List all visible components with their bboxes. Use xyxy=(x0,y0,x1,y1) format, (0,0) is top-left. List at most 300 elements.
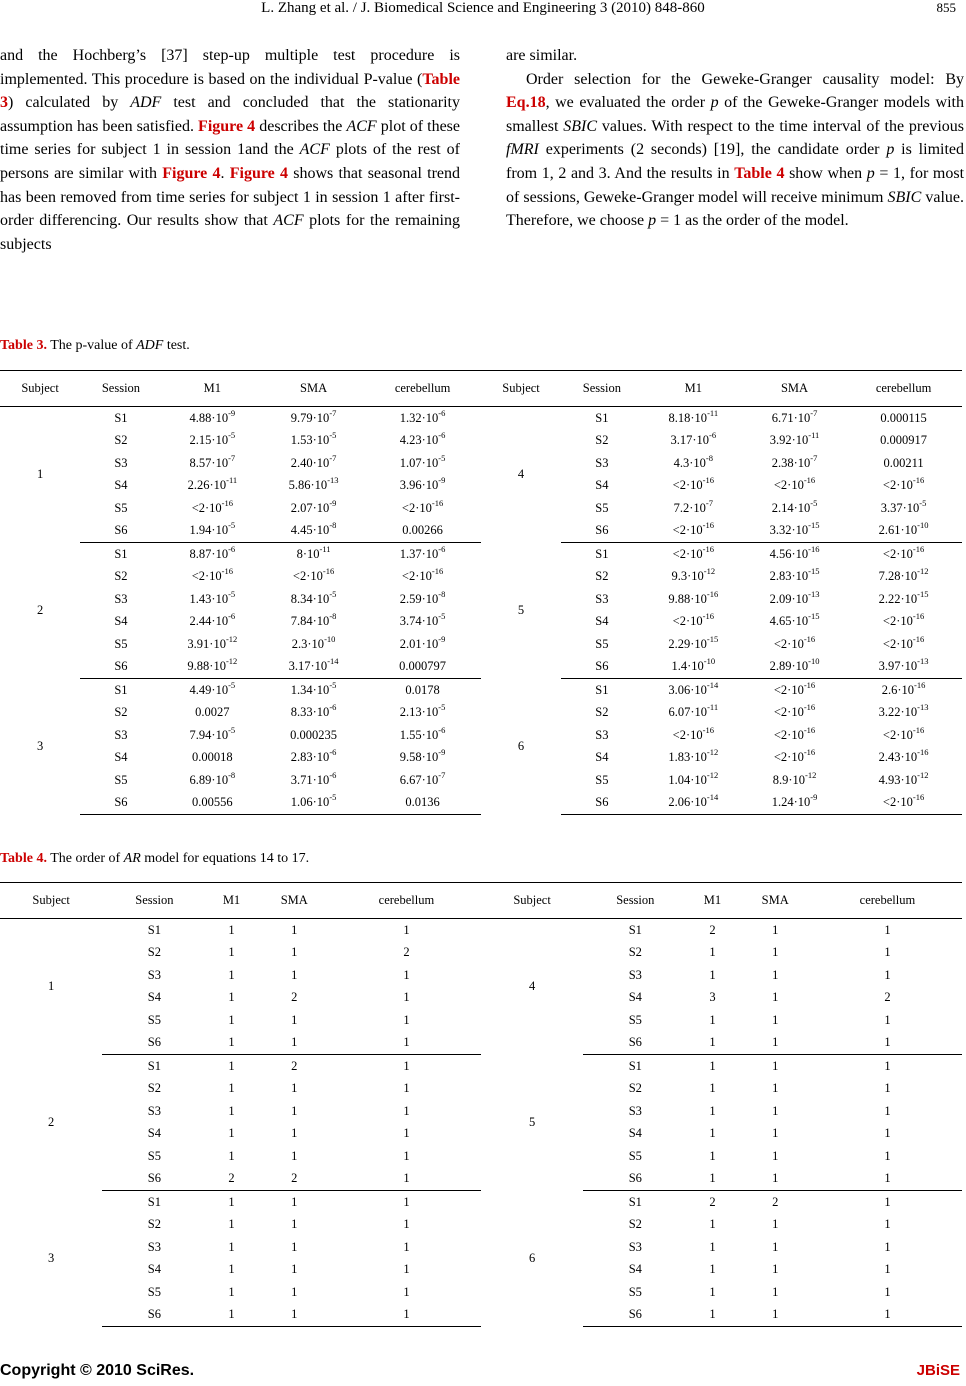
table-cell: $7.94\cdot 10^{-5}$ xyxy=(189,724,236,742)
subject-cell: 5 xyxy=(517,603,525,617)
table-cell: 1 xyxy=(228,1081,235,1096)
table-cell: 1 xyxy=(228,1148,235,1163)
table-cell: $3.97\cdot 10^{-13}$ xyxy=(845,656,962,679)
table-cell: 1 xyxy=(291,922,298,937)
table-cell: 1 xyxy=(332,1304,481,1327)
table-cell: S6 xyxy=(102,1032,206,1055)
table-cell: 1 xyxy=(228,1058,235,1073)
table-cell: S1 xyxy=(114,410,128,425)
column-header: Session xyxy=(80,371,162,407)
table-cell: S3 xyxy=(595,591,609,606)
table-cell: 1 xyxy=(813,1032,962,1055)
table-cell: $1.4\cdot 10^{-10}$ xyxy=(643,656,744,679)
table-cell: $3.96\cdot 10^{-9}$ xyxy=(399,475,446,493)
table-cell: 1 xyxy=(738,1168,813,1191)
text: and the Hochberg’s [37] step-up multiple test procedure is implemented. This procedure is based on the individual P-value ( xyxy=(0,47,460,88)
table-cell: 1 xyxy=(291,1284,298,1299)
table-cell: 0.00018 xyxy=(192,750,233,765)
table-cell: S1 xyxy=(595,410,609,425)
table-cell: 1 xyxy=(291,1262,298,1277)
table-cell: S1 xyxy=(114,682,128,697)
table-cell: $2.26\cdot 10^{-11}$ xyxy=(187,475,238,493)
table-cell: $3.22\cdot 10^{-13}$ xyxy=(878,702,929,720)
text: value. Therefore, we choose xyxy=(506,188,964,230)
table-cell: S3 xyxy=(147,1103,161,1118)
table-cell: 2 xyxy=(772,1194,779,1209)
table-cell: 1 xyxy=(709,1239,716,1254)
table-cell: $9.88\cdot 10^{-16}$ xyxy=(668,588,719,606)
table-cell: $7.2\cdot 10^{-7}$ xyxy=(673,497,713,515)
text: show when xyxy=(784,164,867,182)
table-cell: 1 xyxy=(403,1103,410,1118)
table-cell: $3.91\cdot 10^{-12}$ xyxy=(187,633,238,651)
text: SBIC xyxy=(887,188,922,206)
table-cell: 1 xyxy=(257,1304,332,1327)
subject-cell: 4 xyxy=(528,979,536,994)
table-cell: S5 xyxy=(628,1284,642,1299)
table-cell: $2.40\cdot 10^{-7}$ xyxy=(290,452,337,470)
table-row xyxy=(0,919,962,942)
table-cell: $<2\cdot 10^{-16}$ xyxy=(191,497,233,515)
table-cell: $2.89\cdot 10^{-10}$ xyxy=(744,656,845,679)
table-cell: $8.9\cdot 10^{-12}$ xyxy=(772,769,817,787)
page-number: 855 xyxy=(936,0,956,15)
paragraph xyxy=(506,68,964,233)
text: AR xyxy=(123,851,141,866)
table-cell: $<2\cdot 10^{-16}$ xyxy=(672,724,714,742)
column-header: Subject xyxy=(0,883,102,919)
table-cell: 1 xyxy=(738,1304,813,1327)
table-cell: 1 xyxy=(291,1239,298,1254)
table-cell: S5 xyxy=(595,636,609,651)
table-cell: S3 xyxy=(628,1103,642,1118)
table-cell: 1 xyxy=(206,1304,256,1327)
text: shows that seasonal trend has been removed from time series for subject 1 in session 1 after first-order differencing. Our results show that xyxy=(0,164,461,230)
table-cell: 1 xyxy=(709,1217,716,1232)
table-cell: S3 xyxy=(595,727,609,742)
table-cell: 1 xyxy=(738,1032,813,1055)
text: ADF xyxy=(130,94,162,112)
table-cell: 1 xyxy=(709,945,716,960)
subject-cell: 5 xyxy=(528,1115,536,1129)
text: . xyxy=(220,164,230,182)
table-row xyxy=(0,543,962,566)
text: ) calculated by xyxy=(8,94,131,112)
table-cell: $3.71\cdot 10^{-6}$ xyxy=(290,769,337,787)
table-cell: 1 xyxy=(884,967,891,982)
table-cell: $9.88\cdot 10^{-12}$ xyxy=(162,656,263,679)
table-cell: S2 xyxy=(595,569,609,584)
text: plot of these time series for subject 1 in session 1and the xyxy=(0,117,461,159)
caption-label: Table 4. xyxy=(0,851,47,866)
table-cell: 1 xyxy=(403,1284,410,1299)
table-cell: $2.83\cdot 10^{-6}$ xyxy=(290,747,337,765)
table-cell: $2.44\cdot 10^{-6}$ xyxy=(189,611,236,629)
table-cell: $<2\cdot 10^{-16}$ xyxy=(845,792,962,815)
table-cell: S5 xyxy=(147,1148,161,1163)
table-cell: S6 xyxy=(583,1304,687,1327)
table-cell: 1 xyxy=(709,1126,716,1141)
table-cell: S3 xyxy=(628,967,642,982)
subject-cell: 1 xyxy=(36,467,44,482)
figure-4-link[interactable]: Figure 4 xyxy=(162,164,221,182)
column-header: M1 xyxy=(687,883,737,919)
table-cell: 1 xyxy=(403,1262,410,1277)
table-cell: 2 xyxy=(291,1058,298,1073)
table-cell: $8.33\cdot 10^{-6}$ xyxy=(290,702,337,720)
table-cell: $6.71\cdot 10^{-7}$ xyxy=(771,407,818,425)
column-header: cerebellum xyxy=(364,371,481,407)
table-cell: S3 xyxy=(147,967,161,982)
column-header: cerebellum xyxy=(332,883,481,919)
text: values. With respect to the time interval of the previous xyxy=(597,117,965,135)
subject-cell: 2 xyxy=(48,1115,55,1129)
table-cell: S6 xyxy=(80,792,162,815)
table-cell: S5 xyxy=(595,772,609,787)
copyright: Copyright © 2010 SciRes. xyxy=(0,1362,195,1379)
table-cell: S3 xyxy=(114,591,128,606)
table-cell: $5.86\cdot 10^{-13}$ xyxy=(288,475,339,493)
table-cell: S5 xyxy=(595,500,609,515)
table-4-link[interactable]: Table 4 xyxy=(734,164,785,182)
journal-name: JBiSE xyxy=(916,1362,960,1379)
header-row xyxy=(0,883,962,919)
table-cell: 2 xyxy=(709,922,716,937)
table-cell: $7.84\cdot 10^{-8}$ xyxy=(290,611,337,629)
table-cell: 1 xyxy=(884,1103,891,1118)
table-cell: S6 xyxy=(561,656,643,679)
table-cell: S6 xyxy=(80,520,162,543)
table-cell: S5 xyxy=(147,1284,161,1299)
table-cell: 1 xyxy=(772,945,779,960)
table-cell: 1 xyxy=(772,1103,779,1118)
text: ACF xyxy=(299,141,330,159)
table-cell: $2.3\cdot 10^{-10}$ xyxy=(291,633,336,651)
table-cell: $4.65\cdot 10^{-15}$ xyxy=(769,611,820,629)
subject-cell: 1 xyxy=(48,979,55,994)
table-cell: S6 xyxy=(561,520,643,543)
table-cell: 1 xyxy=(228,1126,235,1141)
figure-4-link[interactable]: Figure 4 xyxy=(229,164,288,182)
table-cell: 1 xyxy=(772,990,779,1005)
table-cell: $2.38\cdot 10^{-7}$ xyxy=(771,452,818,470)
table-cell: S4 xyxy=(114,478,128,493)
table-cell: 1 xyxy=(772,1284,779,1299)
table-cell: 1 xyxy=(403,1194,410,1209)
table-cell: $7.28\cdot 10^{-12}$ xyxy=(878,566,929,584)
table-cell: S2 xyxy=(114,433,128,448)
text: SBIC xyxy=(563,117,598,135)
table-cell: 1 xyxy=(709,1148,716,1163)
table-cell: $2.6\cdot 10^{-16}$ xyxy=(881,679,926,697)
table-cell: $8.18\cdot 10^{-11}$ xyxy=(668,407,719,425)
table-cell: $1.43\cdot 10^{-5}$ xyxy=(189,588,236,606)
table-3 xyxy=(0,370,962,815)
column-header: Subject xyxy=(481,883,583,919)
table-cell: 1 xyxy=(709,1262,716,1277)
table-cell: 1 xyxy=(403,990,410,1005)
table-cell: S2 xyxy=(628,945,642,960)
table-cell: 1 xyxy=(772,1239,779,1254)
table-cell: $2.06\cdot 10^{-14}$ xyxy=(643,792,744,815)
table-cell: $2.14\cdot 10^{-5}$ xyxy=(771,497,818,515)
table-4-caption xyxy=(0,851,309,867)
table-cell: S1 xyxy=(595,682,609,697)
table-row xyxy=(0,679,962,702)
table-cell: S6 xyxy=(583,1168,687,1191)
text: test and concluded that the stationarity assumption has been satisfied. xyxy=(0,94,461,135)
table-cell: S4 xyxy=(147,1126,161,1141)
table-cell: $1.83\cdot 10^{-12}$ xyxy=(668,747,719,765)
table-cell: 1 xyxy=(228,922,235,937)
table-cell: 2 xyxy=(206,1168,256,1191)
table-4 xyxy=(0,882,962,1327)
table-cell: 0.0136 xyxy=(364,792,481,815)
figure-4-link[interactable]: Figure 4 xyxy=(198,117,256,135)
right-column xyxy=(506,44,964,233)
table-cell: 1 xyxy=(206,1032,256,1055)
table-cell: $6.07\cdot 10^{-11}$ xyxy=(668,702,719,720)
table-cell: S4 xyxy=(628,1126,642,1141)
table-cell: $1.34\cdot 10^{-5}$ xyxy=(290,679,337,697)
table-cell: $1.53\cdot 10^{-5}$ xyxy=(290,430,337,448)
text: plots of the rest of persons are similar with xyxy=(0,141,461,182)
table-cell: $2.01\cdot 10^{-9}$ xyxy=(399,633,446,651)
text: plots for the remaining subjects xyxy=(0,212,461,253)
table-cell: S1 xyxy=(595,546,609,561)
table-cell: $1.37\cdot 10^{-6}$ xyxy=(399,543,446,561)
table-cell: $9.58\cdot 10^{-9}$ xyxy=(399,747,446,765)
table-cell: S1 xyxy=(114,546,128,561)
table-cell: S5 xyxy=(114,500,128,515)
subject-cell: 4 xyxy=(517,467,525,482)
table-cell: $6.89\cdot 10^{-8}$ xyxy=(189,769,236,787)
table-cell: S2 xyxy=(595,705,609,720)
table-cell: 0.000115 xyxy=(880,410,927,425)
table-cell: $<2\cdot 10^{-16}$ xyxy=(773,475,816,493)
table-row xyxy=(0,1055,962,1078)
table-cell: 1 xyxy=(291,1012,298,1027)
subject-cell: 3 xyxy=(48,1251,55,1265)
table-cell: S4 xyxy=(628,1262,642,1277)
table-cell: $2.59\cdot 10^{-8}$ xyxy=(399,588,446,606)
text: is limited from 1, 2 and 3. And the results in xyxy=(506,141,964,182)
text: p xyxy=(710,94,719,112)
text: The order of xyxy=(46,851,124,866)
table-cell: 1 xyxy=(291,1217,298,1232)
table-cell: $2.22\cdot 10^{-15}$ xyxy=(878,588,929,606)
text: , we evaluated the order xyxy=(545,94,711,112)
table-cell: $<2\cdot 10^{-16}$ xyxy=(773,633,816,651)
column-header: Session xyxy=(561,371,643,407)
column-header: Subject xyxy=(481,371,561,407)
text: p xyxy=(886,141,895,159)
table-cell: S2 xyxy=(147,945,161,960)
subject-cell: 2 xyxy=(36,603,44,617)
table-cell: S2 xyxy=(628,1081,642,1096)
table-cell: 0.00211 xyxy=(883,455,924,470)
table-cell: $1.04\cdot 10^{-12}$ xyxy=(668,769,719,787)
table-cell: 1 xyxy=(257,1032,332,1055)
table-cell: S4 xyxy=(114,614,128,629)
table-cell: S5 xyxy=(628,1012,642,1027)
table-cell: $<2\cdot 10^{-16}$ xyxy=(773,724,816,742)
table-cell: S1 xyxy=(628,922,642,937)
table-cell: $<2\cdot 10^{-16}$ xyxy=(292,566,335,584)
column-header: M1 xyxy=(643,371,744,407)
caption-label: Table 3. xyxy=(0,338,47,353)
table-cell: $4.45\cdot 10^{-8}$ xyxy=(263,520,364,543)
text: = 1 as the order of the model. xyxy=(656,212,849,230)
table-cell: 1 xyxy=(291,1081,298,1096)
table-cell: S1 xyxy=(628,1058,642,1073)
table-cell: 1 xyxy=(403,1148,410,1163)
column-header: SMA xyxy=(744,371,845,407)
header-row xyxy=(0,371,962,407)
table-cell: 1 xyxy=(403,922,410,937)
table-cell: 0.0178 xyxy=(405,682,440,697)
table-cell: 1 xyxy=(709,1012,716,1027)
table-cell: 1 xyxy=(813,1168,962,1191)
table-cell: 0.0027 xyxy=(195,705,230,720)
text: The p-value of xyxy=(46,338,137,353)
table-cell: 1 xyxy=(291,1103,298,1118)
table-cell: S3 xyxy=(147,1239,161,1254)
table-cell: 1 xyxy=(332,1168,481,1191)
table-cell: 1 xyxy=(709,1081,716,1096)
table-cell: 1 xyxy=(884,1194,891,1209)
equation-18-link[interactable]: Eq.18 xyxy=(506,94,546,112)
table-cell: 1 xyxy=(228,1239,235,1254)
table-cell: S2 xyxy=(114,569,128,584)
table-cell: $2.15\cdot 10^{-5}$ xyxy=(189,430,236,448)
text: test. xyxy=(163,338,190,353)
table-cell: 1 xyxy=(772,1126,779,1141)
table-cell: S2 xyxy=(147,1081,161,1096)
table-cell: $<2\cdot 10^{-16}$ xyxy=(882,543,925,561)
table-cell: 1 xyxy=(687,1168,737,1191)
table-cell: 1 xyxy=(228,990,235,1005)
table-cell: $<2\cdot 10^{-16}$ xyxy=(882,475,925,493)
table-cell: 1 xyxy=(228,967,235,982)
table-cell: $1.32\cdot 10^{-6}$ xyxy=(399,407,446,425)
column-header: Subject xyxy=(0,371,80,407)
table-cell: 1 xyxy=(772,1081,779,1096)
table-cell: S1 xyxy=(147,1194,161,1209)
table-cell: S1 xyxy=(628,1194,642,1209)
column-header: SMA xyxy=(257,883,332,919)
table-cell: $<2\cdot 10^{-16}$ xyxy=(191,566,233,584)
table-cell: S2 xyxy=(147,1217,161,1232)
table-cell: $6.67\cdot 10^{-7}$ xyxy=(399,769,446,787)
table-cell: S4 xyxy=(114,750,128,765)
table-cell: S3 xyxy=(595,455,609,470)
table-cell: 0.00556 xyxy=(162,792,263,815)
table-cell: 1 xyxy=(772,1217,779,1232)
table-cell: 2 xyxy=(257,1168,332,1191)
table-row xyxy=(0,407,962,430)
column-header: cerebellum xyxy=(845,371,962,407)
table-cell: $2.61\cdot 10^{-10}$ xyxy=(845,520,962,543)
table-cell: 2 xyxy=(291,990,298,1005)
table-cell: 1 xyxy=(884,1262,891,1277)
table-cell: $3.92\cdot 10^{-11}$ xyxy=(769,430,820,448)
table-cell: $<2\cdot 10^{-16}$ xyxy=(882,633,925,651)
text: p xyxy=(648,212,657,230)
table-cell: $<2\cdot 10^{-16}$ xyxy=(672,475,714,493)
table-row xyxy=(0,1191,962,1214)
subject-cell: 3 xyxy=(36,739,44,753)
table-cell: 3 xyxy=(709,990,716,1005)
table-cell: 1 xyxy=(403,1239,410,1254)
table-cell: 0.000917 xyxy=(880,433,928,448)
text: fMRI xyxy=(506,141,539,159)
table-cell: $<2\cdot 10^{-16}$ xyxy=(773,747,816,765)
table-cell: $2.07\cdot 10^{-9}$ xyxy=(290,497,337,515)
table-cell: S5 xyxy=(114,772,128,787)
table-3-link[interactable]: Table 3 xyxy=(0,70,460,112)
table-cell: 1 xyxy=(884,1148,891,1163)
table-cell: $2.13\cdot 10^{-5}$ xyxy=(399,702,446,720)
table-cell: 1 xyxy=(884,1081,891,1096)
table-cell: $1.07\cdot 10^{-5}$ xyxy=(399,452,446,470)
table-cell: $3.37\cdot 10^{-5}$ xyxy=(880,497,927,515)
table-cell: S5 xyxy=(628,1148,642,1163)
table-cell: $2.83\cdot 10^{-15}$ xyxy=(769,566,820,584)
table-cell: 1 xyxy=(884,1217,891,1232)
table-cell: 1 xyxy=(772,1262,779,1277)
table-cell: 1 xyxy=(291,1194,298,1209)
table-cell: $8.34\cdot 10^{-5}$ xyxy=(290,588,337,606)
table-cell: $8.87\cdot 10^{-6}$ xyxy=(189,543,236,561)
table-cell: 1 xyxy=(884,1012,891,1027)
table-cell: 1 xyxy=(228,945,235,960)
table-cell: $2.43\cdot 10^{-16}$ xyxy=(878,747,929,765)
column-header: SMA xyxy=(263,371,364,407)
table-cell: $8\cdot 10^{-11}$ xyxy=(296,543,331,561)
table-cell: 2 xyxy=(403,945,410,960)
text: ACF xyxy=(273,212,304,230)
table-cell: 1 xyxy=(228,1284,235,1299)
table-cell: 1 xyxy=(291,1148,298,1163)
table-cell: $9.79\cdot 10^{-7}$ xyxy=(290,407,337,425)
table-cell: $4.56\cdot 10^{-16}$ xyxy=(769,543,820,561)
table-cell: $<2\cdot 10^{-16}$ xyxy=(401,497,444,515)
table-cell: 1 xyxy=(813,1304,962,1327)
table-cell: $4.3\cdot 10^{-8}$ xyxy=(673,452,713,470)
table-cell: 1 xyxy=(291,967,298,982)
table-cell: $<2\cdot 10^{-16}$ xyxy=(773,702,816,720)
table-cell: 1 xyxy=(772,1012,779,1027)
table-cell: S4 xyxy=(595,478,609,493)
text: experiments (2 seconds) [19], the candidate order xyxy=(538,141,887,159)
table-cell: $2.09\cdot 10^{-13}$ xyxy=(769,588,820,606)
table-cell: S6 xyxy=(102,1304,206,1327)
table-cell: 1 xyxy=(884,1058,891,1073)
table-cell: 1 xyxy=(772,922,779,937)
table-cell: 0.000235 xyxy=(290,727,338,742)
text: p xyxy=(866,164,875,182)
table-cell: $3.17\cdot 10^{-6}$ xyxy=(670,430,717,448)
table-cell: $3.32\cdot 10^{-15}$ xyxy=(744,520,845,543)
table-cell: 1 xyxy=(884,1126,891,1141)
table-cell: 1 xyxy=(884,945,891,960)
left-column xyxy=(0,44,460,256)
table-cell: 1 xyxy=(884,1284,891,1299)
text: of the Geweke-Granger models with smallest xyxy=(506,94,964,135)
table-cell: $<2\cdot 10^{-16}$ xyxy=(882,611,925,629)
table-cell: S2 xyxy=(595,433,609,448)
